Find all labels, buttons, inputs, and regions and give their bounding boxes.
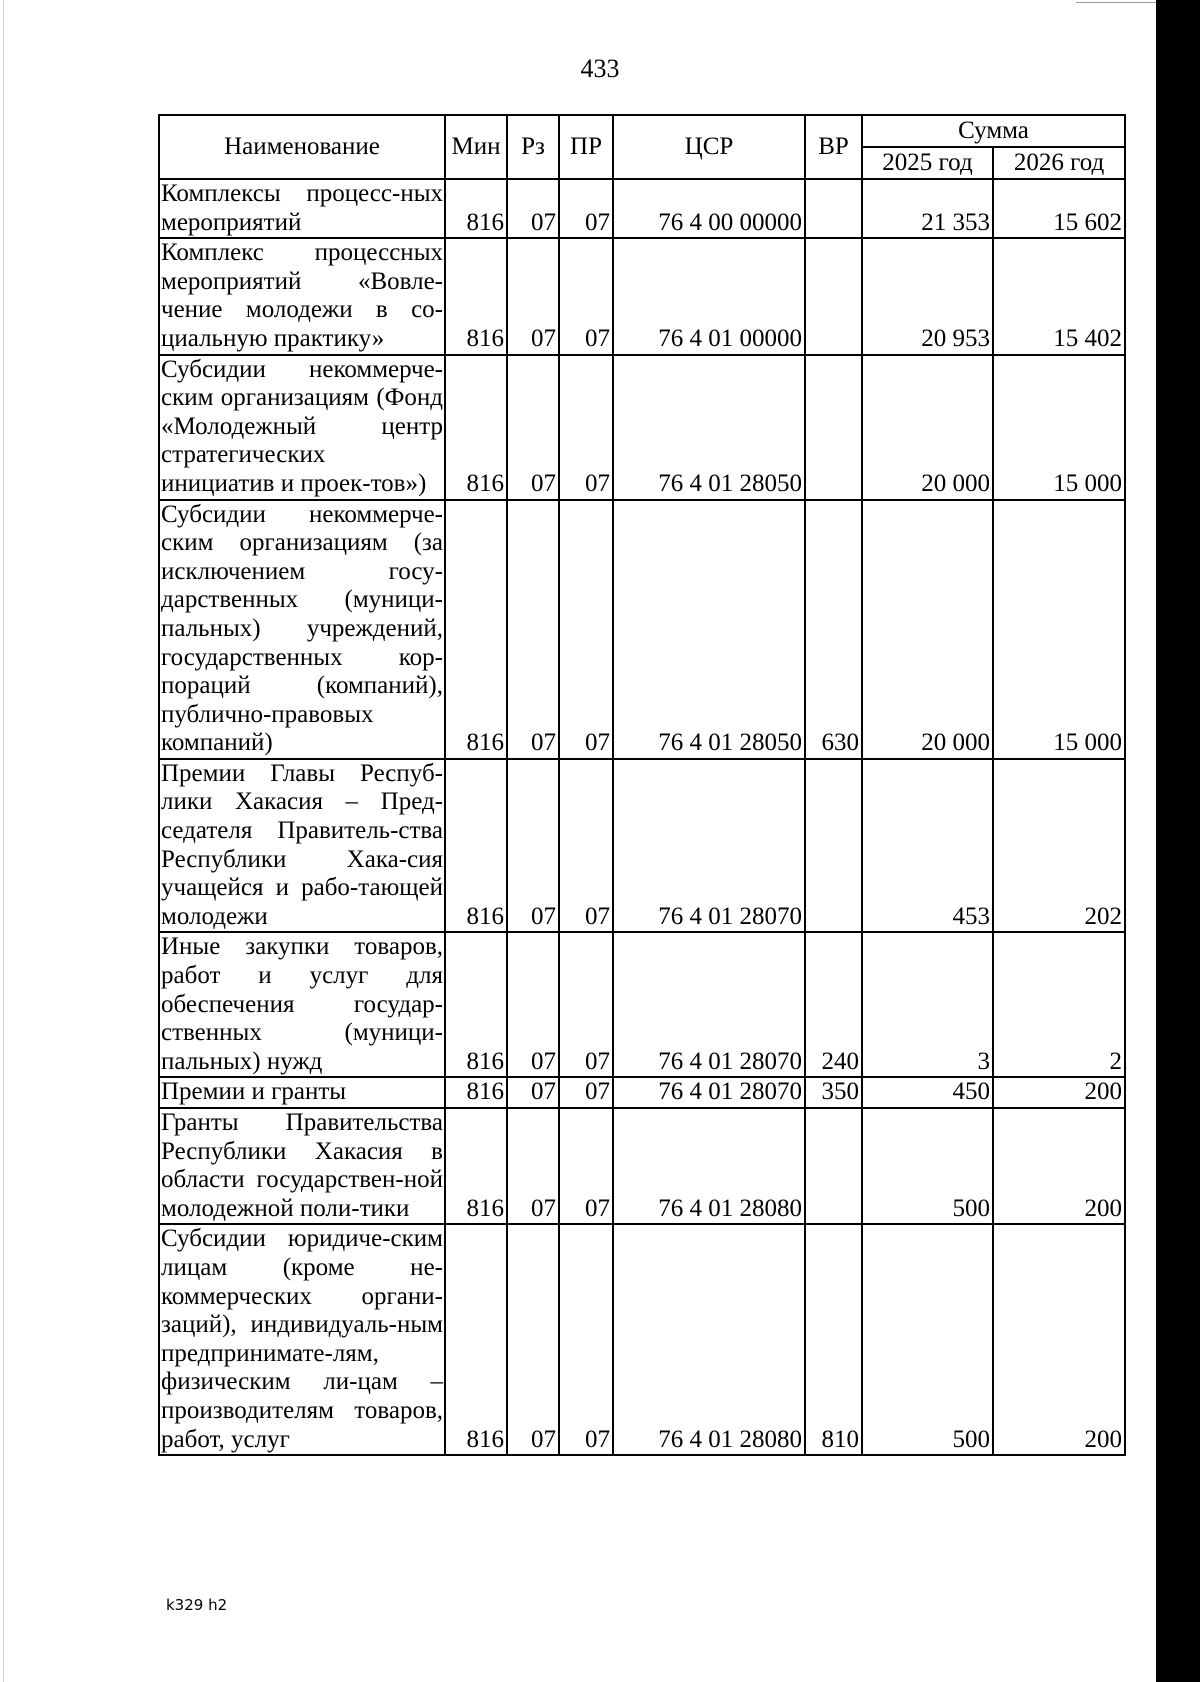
row-vr-cell [805, 355, 862, 500]
table-row [159, 932, 1125, 1077]
row-csr-cell: 76 4 01 28070 [613, 759, 805, 933]
row-2025-cell: 500 [862, 1224, 993, 1455]
row-csr-cell: 76 4 01 28080 [613, 1224, 805, 1455]
row-2025-cell: 500 [862, 1108, 993, 1224]
row-rz-cell: 07 [507, 932, 559, 1077]
row-pr-cell: 07 [559, 1224, 613, 1455]
row-pr-cell: 07 [559, 932, 613, 1077]
row-vr-cell: 350 [805, 1077, 862, 1108]
footer-code: k329 h2 [166, 1596, 228, 1614]
table-row [159, 238, 1125, 354]
row-vr-cell [805, 238, 862, 354]
row-2025-cell: 3 [862, 932, 993, 1077]
row-name-cell: Субсидии юридиче-ским лицам (кроме не-коммерческих органи-заций), индивидуаль-ным предпринимате-лям, физическим ли-цам – производителям товаров, работ, услуг [159, 1224, 445, 1455]
row-pr-cell: 07 [559, 238, 613, 354]
row-vr-cell [805, 179, 862, 238]
scan-top-edge [1076, 2, 1156, 3]
table-body [159, 179, 1125, 1455]
row-pr-cell: 07 [559, 1077, 613, 1108]
scan-black-margin [1156, 0, 1200, 1682]
row-min-cell: 816 [445, 932, 507, 1077]
row-name-cell: Субсидии некоммерче-ским организациям (Фонд «Молодежный центр стратегических инициатив и проек-тов») [159, 355, 445, 500]
row-2025-cell: 20 000 [862, 500, 993, 759]
row-rz-cell: 07 [507, 238, 559, 354]
header-name: Наименование [159, 115, 445, 179]
row-csr-cell: 76 4 00 00000 [613, 179, 805, 238]
row-2026-cell: 200 [993, 1224, 1125, 1455]
header-2026: 2026 год [993, 147, 1125, 179]
header-row-1 [159, 115, 1125, 147]
table-row [159, 1077, 1125, 1108]
row-name-cell: Премии Главы Респуб-лики Хакасия – Пред-седателя Правитель-ства Республики Хака-сия учащейся и рабо-тающей молодежи [159, 759, 445, 933]
row-rz-cell: 07 [507, 1108, 559, 1224]
header-min: Мин [445, 115, 507, 179]
row-name-cell: Субсидии некоммерче-ским организациям (за исключением госу-дарственных (муници-пальных) учреждений, государственных кор-пораций (компаний), публично-правовых компаний) [159, 500, 445, 759]
row-pr-cell: 07 [559, 179, 613, 238]
row-min-cell: 816 [445, 238, 507, 354]
row-min-cell: 816 [445, 1108, 507, 1224]
row-rz-cell: 07 [507, 1077, 559, 1108]
row-csr-cell: 76 4 01 28070 [613, 1077, 805, 1108]
row-csr-cell: 76 4 01 28080 [613, 1108, 805, 1224]
row-2025-cell: 20 000 [862, 355, 993, 500]
row-rz-cell: 07 [507, 179, 559, 238]
row-pr-cell: 07 [559, 1108, 613, 1224]
row-name-cell: Комплекс процессных мероприятий «Вовле-чение молодежи в со-циальную практику» [159, 238, 445, 354]
row-vr-cell [805, 1108, 862, 1224]
scan-left-edge [3, 0, 4, 1682]
row-csr-cell: 76 4 01 28050 [613, 500, 805, 759]
table-row [159, 500, 1125, 759]
row-csr-cell: 76 4 01 28050 [613, 355, 805, 500]
header-2025: 2025 год [862, 147, 993, 179]
header-sum: Сумма [862, 115, 1125, 147]
row-rz-cell: 07 [507, 500, 559, 759]
row-pr-cell: 07 [559, 500, 613, 759]
row-csr-cell: 76 4 01 00000 [613, 238, 805, 354]
table-row [159, 1224, 1125, 1455]
row-rz-cell: 07 [507, 1224, 559, 1455]
row-2026-cell: 15 602 [993, 179, 1125, 238]
header-csr: ЦСР [613, 115, 805, 179]
row-2025-cell: 450 [862, 1077, 993, 1108]
row-2026-cell: 2 [993, 932, 1125, 1077]
row-min-cell: 816 [445, 355, 507, 500]
row-name-cell: Иные закупки товаров, работ и услуг для обеспечения государ-ственных (муници-пальных) нужд [159, 932, 445, 1077]
row-vr-cell: 810 [805, 1224, 862, 1455]
row-2026-cell: 200 [993, 1108, 1125, 1224]
row-min-cell: 816 [445, 759, 507, 933]
row-vr-cell [805, 759, 862, 933]
row-vr-cell: 630 [805, 500, 862, 759]
row-csr-cell: 76 4 01 28070 [613, 932, 805, 1077]
row-2026-cell: 15 402 [993, 238, 1125, 354]
header-pr: ПР [559, 115, 613, 179]
row-2026-cell: 202 [993, 759, 1125, 933]
row-vr-cell: 240 [805, 932, 862, 1077]
row-min-cell: 816 [445, 1077, 507, 1108]
row-rz-cell: 07 [507, 759, 559, 933]
row-pr-cell: 07 [559, 759, 613, 933]
row-name-cell: Премии и гранты [159, 1077, 445, 1108]
row-2026-cell: 15 000 [993, 355, 1125, 500]
row-name-cell: Гранты Правительства Республики Хакасия в области государствен-ной молодежной поли-тики [159, 1108, 445, 1224]
page-number: 433 [580, 54, 620, 83]
table-row [159, 759, 1125, 933]
row-2026-cell: 15 000 [993, 500, 1125, 759]
table-row [159, 355, 1125, 500]
row-min-cell: 816 [445, 1224, 507, 1455]
row-2025-cell: 20 953 [862, 238, 993, 354]
header-vr: ВР [805, 115, 862, 179]
row-2026-cell: 200 [993, 1077, 1125, 1108]
table-row [159, 1108, 1125, 1224]
row-2025-cell: 453 [862, 759, 993, 933]
row-rz-cell: 07 [507, 355, 559, 500]
row-pr-cell: 07 [559, 355, 613, 500]
row-2025-cell: 21 353 [862, 179, 993, 238]
header-rz: Рз [507, 115, 559, 179]
table-row [159, 179, 1125, 238]
budget-table [158, 114, 1126, 1456]
row-min-cell: 816 [445, 179, 507, 238]
row-name-cell: Комплексы процесс-ных мероприятий [159, 179, 445, 238]
row-min-cell: 816 [445, 500, 507, 759]
